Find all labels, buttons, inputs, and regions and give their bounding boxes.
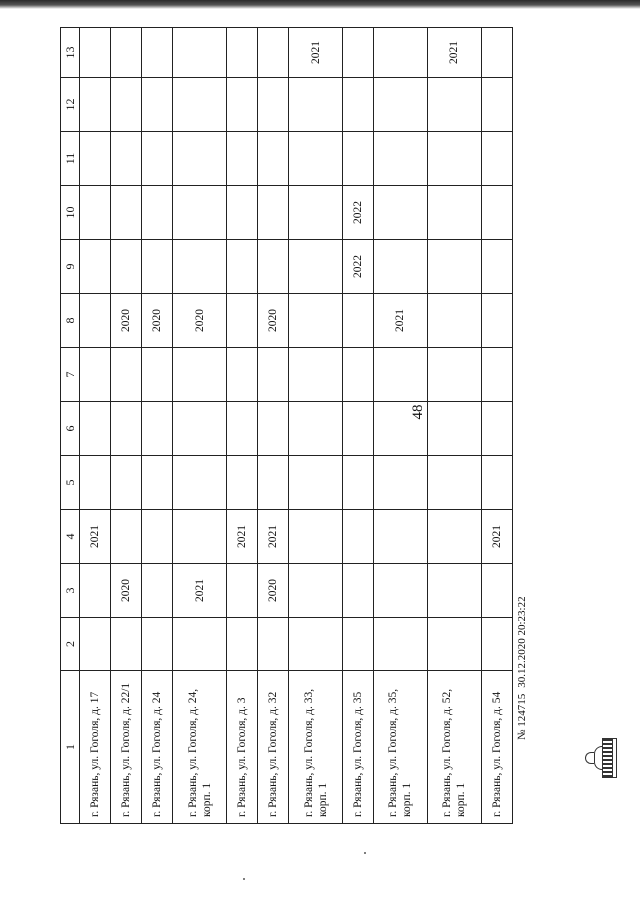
table-row: [481, 28, 512, 824]
year-cell: [342, 402, 373, 456]
year-cell: [173, 510, 227, 564]
year-cell: 2020: [111, 294, 142, 348]
year-cell: [289, 618, 343, 671]
year-cell: [142, 348, 173, 402]
year-cell: [142, 510, 173, 564]
year-cell: [111, 456, 142, 510]
year-cell: [80, 132, 111, 186]
table-row: [111, 28, 142, 824]
year-cell: 2021: [227, 510, 258, 564]
rotated-sheet: [60, 28, 513, 824]
year-cell: [111, 240, 142, 294]
year-cell: [80, 564, 111, 618]
year-cell: [374, 132, 428, 186]
year-cell: 2021: [427, 28, 481, 78]
year-cell: [481, 564, 512, 618]
year-cell: [227, 294, 258, 348]
year-cell: [427, 348, 481, 402]
table-row: [258, 28, 289, 824]
year-cell: [427, 564, 481, 618]
registration-datetime: 30.12.2020 20:23:22: [516, 596, 528, 688]
year-cell: [258, 618, 289, 671]
header-cell: 13: [61, 28, 80, 78]
year-cell: [173, 240, 227, 294]
year-cell: [142, 618, 173, 671]
year-cell: [111, 132, 142, 186]
year-cell: [258, 456, 289, 510]
year-cell: [289, 348, 343, 402]
year-cell: [173, 186, 227, 240]
year-cell: [142, 28, 173, 78]
table-row: [227, 28, 258, 824]
address-cell: г. Рязань, ул. Гоголя, д. 35: [342, 671, 373, 824]
year-cell: [427, 240, 481, 294]
table-row: [289, 28, 343, 824]
year-cell: [227, 402, 258, 456]
year-cell: [481, 618, 512, 671]
year-cell: [374, 78, 428, 132]
year-cell: [374, 510, 428, 564]
year-cell: 2020: [111, 564, 142, 618]
header-cell: 2: [61, 618, 80, 671]
header-cell: 3: [61, 564, 80, 618]
year-cell: [227, 348, 258, 402]
schedule-table: [60, 27, 513, 824]
table-row: [80, 28, 111, 824]
year-cell: [80, 28, 111, 78]
year-cell: [80, 78, 111, 132]
header-cell: 12: [61, 78, 80, 132]
year-cell: [111, 186, 142, 240]
year-cell: [481, 348, 512, 402]
header-row: [61, 28, 80, 824]
year-cell: [427, 132, 481, 186]
year-cell: [481, 132, 512, 186]
year-cell: [289, 456, 343, 510]
year-cell: [481, 78, 512, 132]
year-cell: [374, 402, 428, 456]
year-cell: [111, 510, 142, 564]
year-cell: [481, 186, 512, 240]
year-cell: 2021: [481, 510, 512, 564]
year-cell: [80, 402, 111, 456]
year-cell: [142, 240, 173, 294]
year-cell: [374, 186, 428, 240]
year-cell: [80, 186, 111, 240]
address-cell: г. Рязань, ул. Гоголя, д. 24: [142, 671, 173, 824]
address-cell: г. Рязань, ул. Гоголя, д. 54: [481, 671, 512, 824]
year-cell: [80, 348, 111, 402]
year-cell: 2020: [173, 294, 227, 348]
year-cell: [111, 28, 142, 78]
year-cell: [427, 402, 481, 456]
year-cell: [289, 132, 343, 186]
year-cell: [342, 28, 373, 78]
year-cell: [374, 618, 428, 671]
year-cell: [258, 28, 289, 78]
year-cell: [80, 294, 111, 348]
year-cell: [173, 28, 227, 78]
year-cell: 2021: [173, 564, 227, 618]
table-rotation-frame: [60, 28, 513, 824]
page-number: 48: [410, 404, 426, 420]
address-cell: г. Рязань, ул. Гоголя, д. 17: [80, 671, 111, 824]
address-cell: г. Рязань, ул. Гоголя, д. 32: [258, 671, 289, 824]
registration-number: № 124715: [516, 693, 528, 740]
table-row: [427, 28, 481, 824]
year-cell: [342, 618, 373, 671]
year-cell: [427, 186, 481, 240]
table-row: [342, 28, 373, 824]
year-cell: [374, 28, 428, 78]
address-cell: г. Рязань, ул. Гоголя, д. 22/1: [111, 671, 142, 824]
year-cell: [173, 348, 227, 402]
year-cell: [142, 402, 173, 456]
year-cell: [289, 294, 343, 348]
year-cell: [227, 564, 258, 618]
scan-top-edge: [0, 0, 640, 9]
year-cell: [80, 618, 111, 671]
year-cell: 2020: [258, 294, 289, 348]
registration-line: [515, 596, 529, 740]
year-cell: [173, 132, 227, 186]
header-cell: 4: [61, 510, 80, 564]
header-cell: 7: [61, 348, 80, 402]
year-cell: [342, 294, 373, 348]
header-cell: 11: [61, 132, 80, 186]
year-cell: [342, 564, 373, 618]
year-cell: [481, 402, 512, 456]
year-cell: [142, 78, 173, 132]
year-cell: [289, 402, 343, 456]
year-cell: [227, 456, 258, 510]
header-cell: 1: [61, 671, 80, 824]
year-cell: 2021: [80, 510, 111, 564]
year-cell: [111, 402, 142, 456]
address-cell: г. Рязань, ул. Гоголя, д. 24, корп. 1: [173, 671, 227, 824]
year-cell: [342, 78, 373, 132]
year-cell: [173, 78, 227, 132]
year-cell: [173, 402, 227, 456]
year-cell: 2020: [142, 294, 173, 348]
year-cell: [481, 240, 512, 294]
year-cell: [481, 28, 512, 78]
scan-speck: [364, 852, 366, 854]
address-cell: г. Рязань, ул. Гоголя, д. 33, корп. 1: [289, 671, 343, 824]
year-cell: [289, 564, 343, 618]
header-cell: 9: [61, 240, 80, 294]
year-cell: 2020: [258, 564, 289, 618]
table-row: [374, 28, 428, 824]
year-cell: [374, 456, 428, 510]
year-cell: [80, 456, 111, 510]
year-cell: [227, 186, 258, 240]
scan-speck: [243, 878, 245, 880]
table-row: [173, 28, 227, 824]
year-cell: [227, 132, 258, 186]
year-cell: [289, 186, 343, 240]
header-cell: 6: [61, 402, 80, 456]
year-cell: [289, 510, 343, 564]
year-cell: 2021: [258, 510, 289, 564]
year-cell: [142, 564, 173, 618]
year-cell: [427, 510, 481, 564]
year-cell: [481, 294, 512, 348]
year-cell: [142, 456, 173, 510]
year-cell: [142, 132, 173, 186]
year-cell: [342, 132, 373, 186]
year-cell: [258, 186, 289, 240]
year-cell: 2022: [342, 186, 373, 240]
year-cell: [374, 240, 428, 294]
year-cell: [227, 28, 258, 78]
address-cell: г. Рязань, ул. Гоголя, д. 35, корп. 1: [374, 671, 428, 824]
year-cell: 2021: [374, 294, 428, 348]
year-cell: [289, 240, 343, 294]
year-cell: [258, 78, 289, 132]
year-cell: [111, 78, 142, 132]
header-cell: 8: [61, 294, 80, 348]
header-cell: 10: [61, 186, 80, 240]
year-cell: [227, 240, 258, 294]
table-row: [142, 28, 173, 824]
year-cell: [374, 348, 428, 402]
year-cell: [289, 78, 343, 132]
year-cell: [258, 348, 289, 402]
year-cell: [427, 618, 481, 671]
address-cell: г. Рязань, ул. Гоголя, д. 3: [227, 671, 258, 824]
year-cell: [342, 510, 373, 564]
year-cell: [227, 618, 258, 671]
year-cell: [374, 564, 428, 618]
year-cell: [258, 240, 289, 294]
year-cell: [427, 294, 481, 348]
year-cell: [142, 186, 173, 240]
year-cell: [227, 78, 258, 132]
year-cell: [427, 78, 481, 132]
address-cell: г. Рязань, ул. Гоголя, д. 52, корп. 1: [427, 671, 481, 824]
year-cell: [173, 456, 227, 510]
year-cell: [80, 240, 111, 294]
year-cell: [342, 456, 373, 510]
year-cell: [173, 618, 227, 671]
year-cell: [342, 348, 373, 402]
year-cell: 2022: [342, 240, 373, 294]
year-cell: [258, 132, 289, 186]
coat-of-arms-stamp: [585, 738, 619, 778]
header-cell: 5: [61, 456, 80, 510]
year-cell: [111, 348, 142, 402]
year-cell: [481, 456, 512, 510]
year-cell: [427, 456, 481, 510]
year-cell: 2021: [289, 28, 343, 78]
year-cell: [258, 402, 289, 456]
year-cell: [111, 618, 142, 671]
table-body: [61, 28, 513, 824]
